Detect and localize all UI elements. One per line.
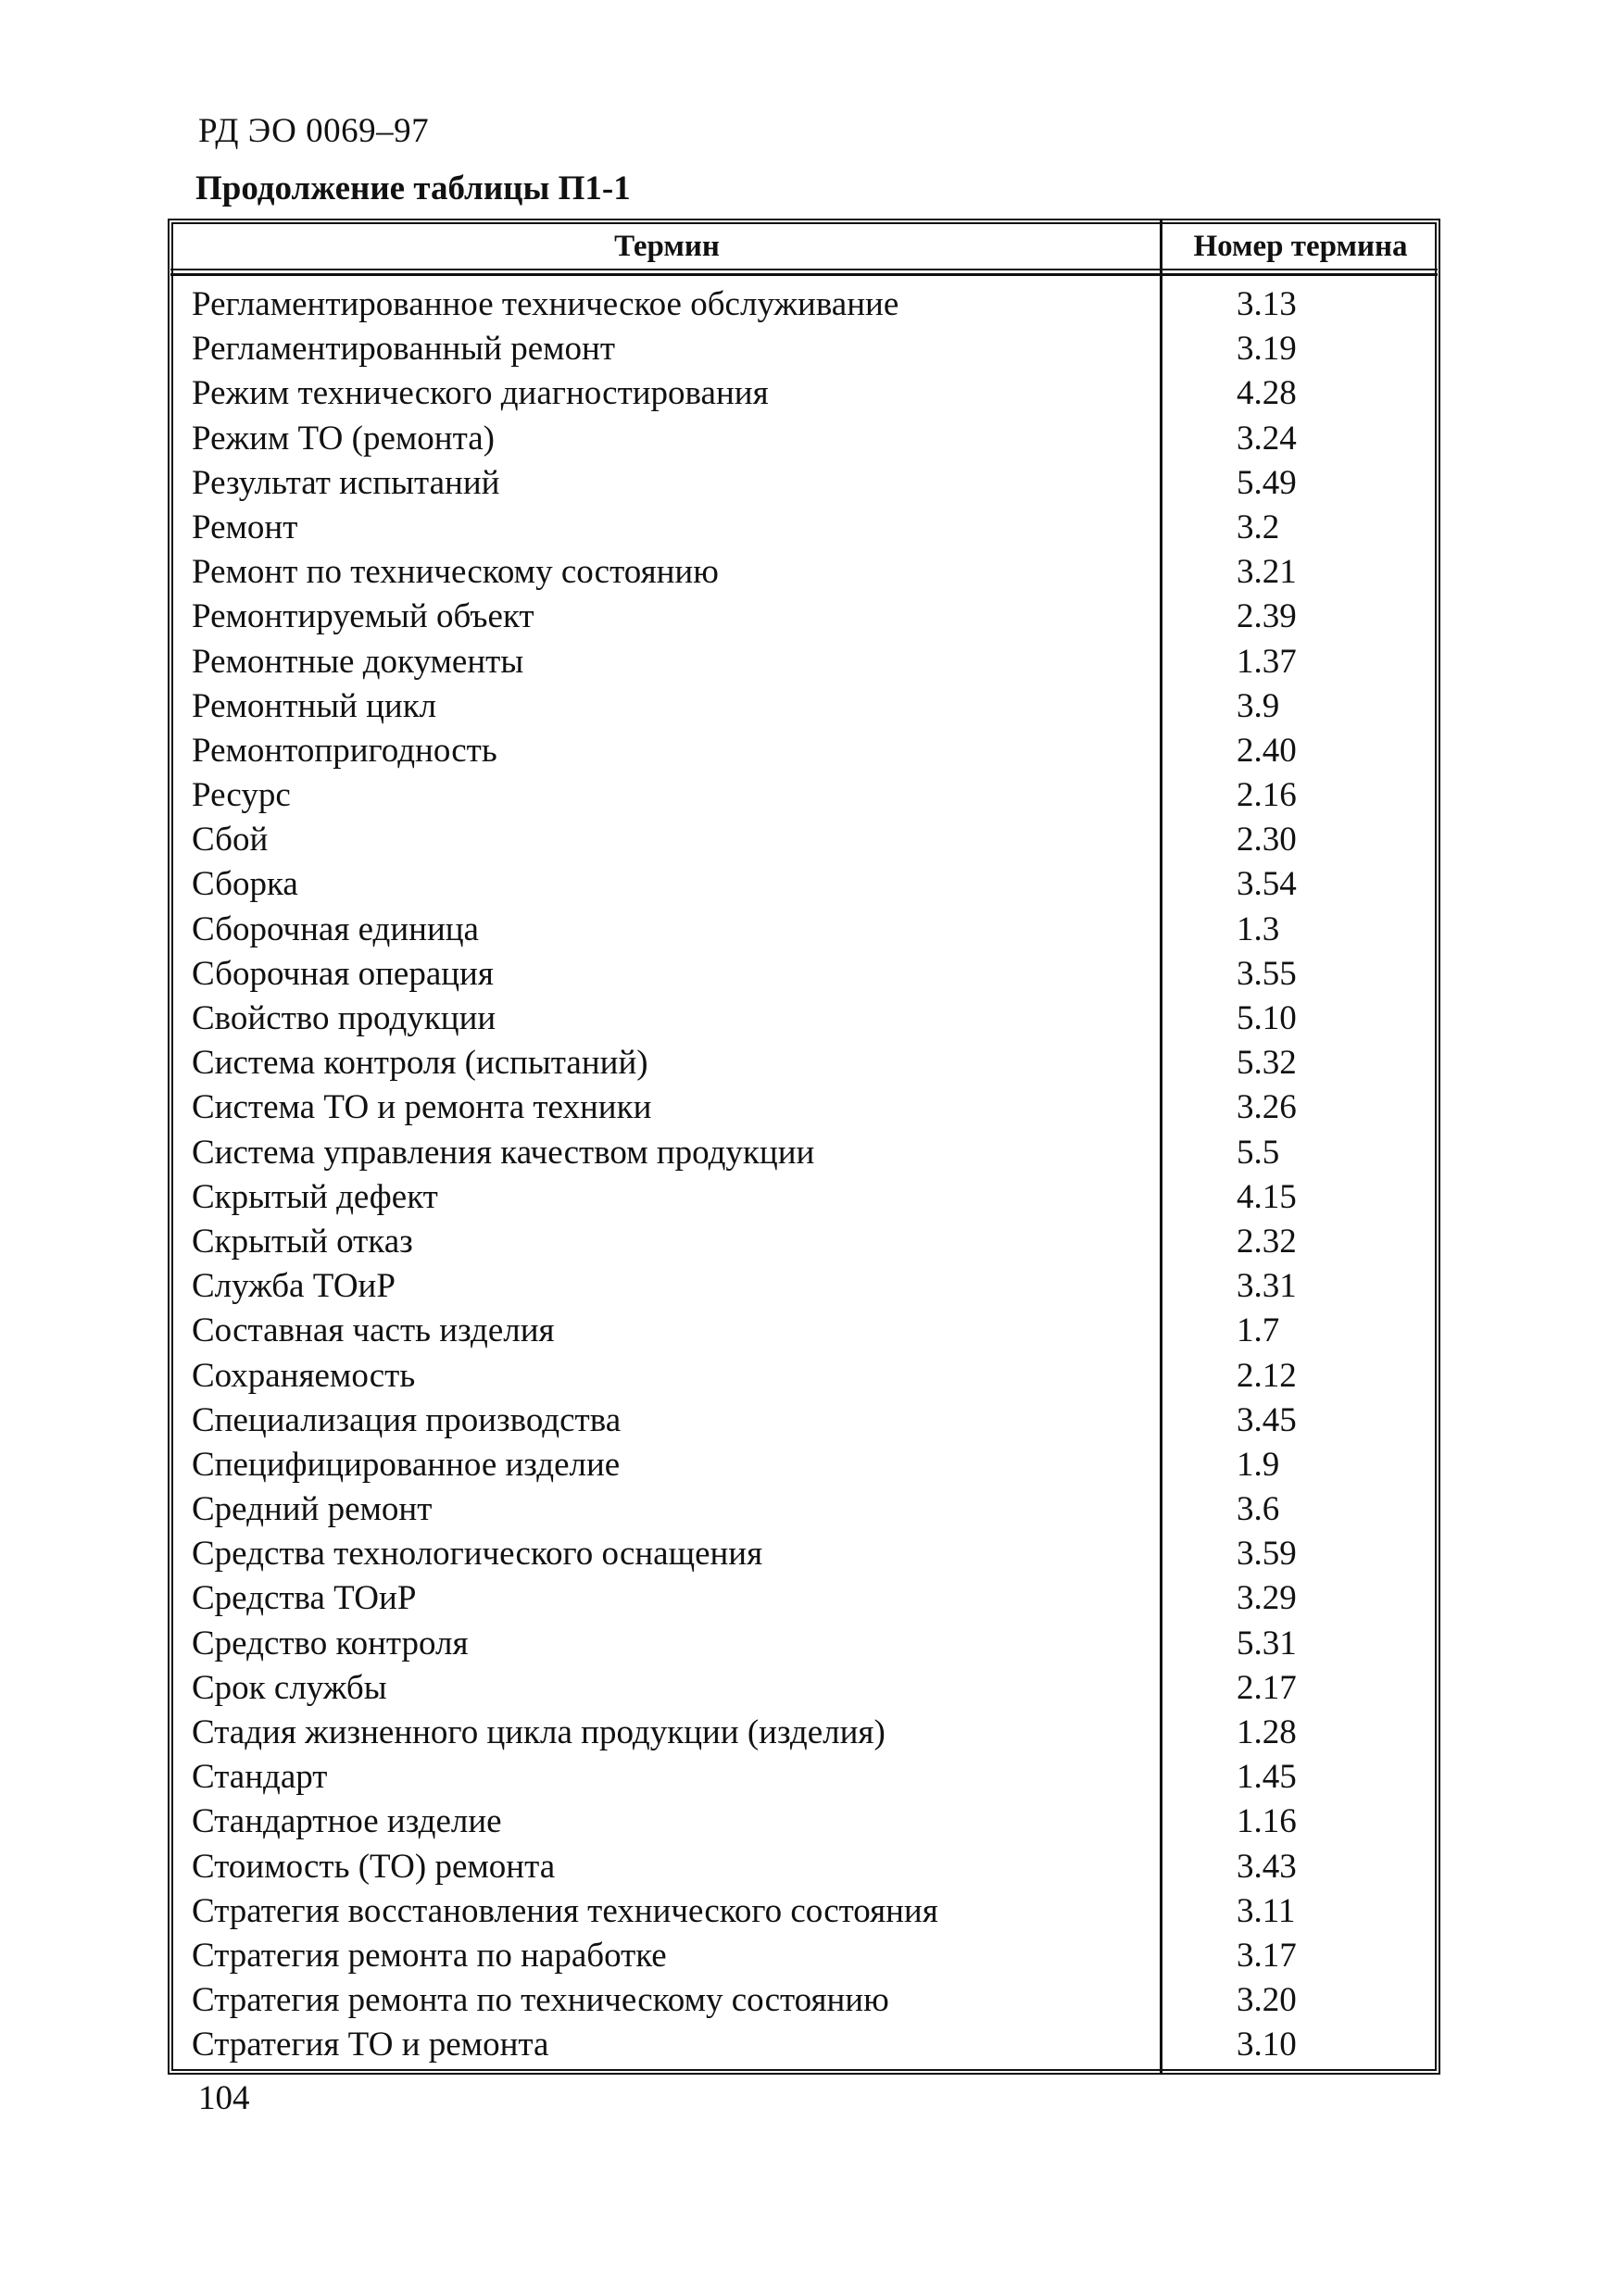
term-number-cell: 1.7 — [1237, 1311, 1280, 1350]
table-row — [192, 1576, 1433, 1621]
term-number-cell: 2.16 — [1237, 776, 1297, 815]
term-cell: Средства ТОиР — [192, 1579, 417, 1618]
term-cell: Ремонтопригодность — [192, 731, 497, 770]
table-row — [192, 729, 1433, 773]
table-row — [192, 684, 1433, 729]
term-cell: Стандарт — [192, 1758, 328, 1797]
table-row — [192, 2023, 1433, 2067]
term-number-cell: 3.24 — [1237, 419, 1297, 458]
term-number-cell: 3.29 — [1237, 1579, 1297, 1618]
term-number-cell: 4.28 — [1237, 374, 1297, 413]
term-cell: Ремонтируемый объект — [192, 597, 534, 636]
term-number-cell: 1.16 — [1237, 1802, 1297, 1841]
term-number-cell: 3.55 — [1237, 954, 1297, 993]
term-number-cell: 3.19 — [1237, 330, 1297, 369]
term-number-cell: 1.37 — [1237, 642, 1297, 681]
term-number-cell: 5.10 — [1237, 999, 1297, 1037]
table-row — [192, 1085, 1433, 1130]
term-cell: Стратегия ремонта по техническому состоянию — [192, 1981, 889, 2020]
table-row — [192, 1978, 1433, 2023]
term-number-cell: 3.17 — [1237, 1936, 1297, 1975]
term-cell: Регламентированный ремонт — [192, 330, 616, 369]
table-row — [192, 371, 1433, 416]
term-number-cell: 2.32 — [1237, 1222, 1297, 1261]
term-cell: Стандартное изделие — [192, 1802, 502, 1841]
term-cell: Сборочная единица — [192, 910, 479, 948]
table-row — [192, 818, 1433, 862]
table-row — [192, 1220, 1433, 1264]
term-number-cell: 3.9 — [1237, 686, 1280, 725]
term-number-cell: 3.26 — [1237, 1088, 1297, 1127]
table-row — [192, 417, 1433, 461]
table-row — [192, 1800, 1433, 1844]
table-row — [192, 1934, 1433, 1978]
term-cell: Средства технологического оснащения — [192, 1535, 763, 1574]
term-cell: Результат испытаний — [192, 463, 500, 502]
table-row — [192, 997, 1433, 1041]
term-cell: Стратегия ТО и ремонта — [192, 2026, 549, 2064]
term-number-cell: 3.20 — [1237, 1981, 1297, 2020]
term-number-cell: 3.43 — [1237, 1847, 1297, 1886]
table-row — [192, 1131, 1433, 1175]
term-number-cell: 3.2 — [1237, 508, 1280, 546]
term-cell: Средство контроля — [192, 1624, 469, 1662]
table-row — [192, 1889, 1433, 1934]
term-number-cell: 3.59 — [1237, 1535, 1297, 1574]
term-number-cell: 1.28 — [1237, 1713, 1297, 1751]
table-row — [192, 282, 1433, 327]
term-cell: Стадия жизненного цикла продукции (изделия) — [192, 1713, 886, 1751]
document-code: РД ЭО 0069–97 — [198, 112, 430, 150]
term-cell: Срок службы — [192, 1668, 387, 1707]
term-cell: Система ТО и ремонта техники — [192, 1088, 652, 1127]
term-cell: Система управления качеством продукции — [192, 1133, 815, 1172]
term-number-cell: 5.31 — [1237, 1624, 1297, 1662]
term-number-cell: 1.9 — [1237, 1445, 1280, 1484]
table-row — [192, 1309, 1433, 1353]
term-number-cell: 3.10 — [1237, 2026, 1297, 2064]
header-divider — [170, 269, 1438, 276]
table-row — [192, 550, 1433, 595]
term-cell: Режим технического диагностирования — [192, 374, 769, 413]
term-number-cell: 3.13 — [1237, 285, 1297, 323]
table-row — [192, 1622, 1433, 1666]
term-number-cell: 2.12 — [1237, 1356, 1297, 1395]
term-number-cell: 3.11 — [1237, 1891, 1296, 1930]
term-cell: Специализация производства — [192, 1400, 622, 1439]
term-cell: Стратегия восстановления технического состояния — [192, 1891, 938, 1930]
term-number-cell: 2.39 — [1237, 597, 1297, 636]
table-body — [192, 282, 1433, 2068]
table-row — [192, 862, 1433, 907]
term-cell: Система контроля (испытаний) — [192, 1044, 648, 1083]
term-cell: Свойство продукции — [192, 999, 496, 1037]
term-number-cell: 5.49 — [1237, 463, 1297, 502]
table-row — [192, 595, 1433, 639]
term-cell: Ремонт — [192, 508, 298, 546]
table-row — [192, 1666, 1433, 1711]
table-row — [192, 1845, 1433, 1889]
term-cell: Сбой — [192, 821, 269, 859]
term-cell: Составная часть изделия — [192, 1311, 555, 1350]
term-cell: Сборочная операция — [192, 954, 494, 993]
term-cell: Регламентированное техническое обслуживание — [192, 285, 899, 323]
term-cell: Служба ТОиР — [192, 1267, 396, 1306]
term-number-cell: 2.40 — [1237, 731, 1297, 770]
page-number: 104 — [198, 2079, 250, 2117]
term-cell: Сборка — [192, 865, 298, 904]
term-number-cell: 2.30 — [1237, 821, 1297, 859]
term-number-cell: 5.32 — [1237, 1044, 1297, 1083]
term-cell: Ресурс — [192, 776, 291, 815]
table-row — [192, 773, 1433, 818]
table-caption: Продолжение таблицы П1-1 — [195, 169, 631, 207]
table-row — [192, 506, 1433, 550]
table-row — [192, 1443, 1433, 1487]
table-row — [192, 1264, 1433, 1309]
table-row — [192, 1532, 1433, 1576]
term-number-cell: 4.15 — [1237, 1177, 1297, 1216]
term-cell: Средний ремонт — [192, 1490, 433, 1529]
term-number-cell: 3.21 — [1237, 553, 1297, 592]
table-row — [192, 908, 1433, 952]
table-row — [192, 1487, 1433, 1532]
table-row — [192, 461, 1433, 506]
term-number-cell: 3.45 — [1237, 1400, 1297, 1439]
term-number-cell: 3.54 — [1237, 865, 1297, 904]
term-cell: Стратегия ремонта по наработке — [192, 1936, 667, 1975]
term-cell: Ремонтный цикл — [192, 686, 437, 725]
term-cell: Сохраняемость — [192, 1356, 416, 1395]
term-cell: Ремонтные документы — [192, 642, 524, 681]
table-row — [192, 327, 1433, 371]
column-header-term: Термин — [614, 230, 720, 263]
term-cell: Скрытый отказ — [192, 1222, 413, 1261]
term-cell: Ремонт по техническому состоянию — [192, 553, 719, 592]
term-cell: Скрытый дефект — [192, 1177, 438, 1216]
table-row — [192, 1399, 1433, 1443]
term-number-cell: 3.6 — [1237, 1490, 1280, 1529]
table-row — [192, 1354, 1433, 1399]
term-number-cell: 3.31 — [1237, 1267, 1297, 1306]
table-row — [192, 1711, 1433, 1755]
term-cell: Специфицированное изделие — [192, 1445, 621, 1484]
table-row — [192, 952, 1433, 997]
term-number-cell: 1.3 — [1237, 910, 1280, 948]
table-row — [192, 640, 1433, 684]
term-number-cell: 5.5 — [1237, 1133, 1280, 1172]
term-cell: Стоимость (ТО) ремонта — [192, 1847, 556, 1886]
term-number-cell: 1.45 — [1237, 1758, 1297, 1797]
term-number-cell: 2.17 — [1237, 1668, 1297, 1707]
term-cell: Режим ТО (ремонта) — [192, 419, 495, 458]
table-row — [192, 1041, 1433, 1085]
table-row — [192, 1755, 1433, 1800]
table-row — [192, 1175, 1433, 1220]
column-header-number: Номер термина — [1193, 230, 1408, 263]
